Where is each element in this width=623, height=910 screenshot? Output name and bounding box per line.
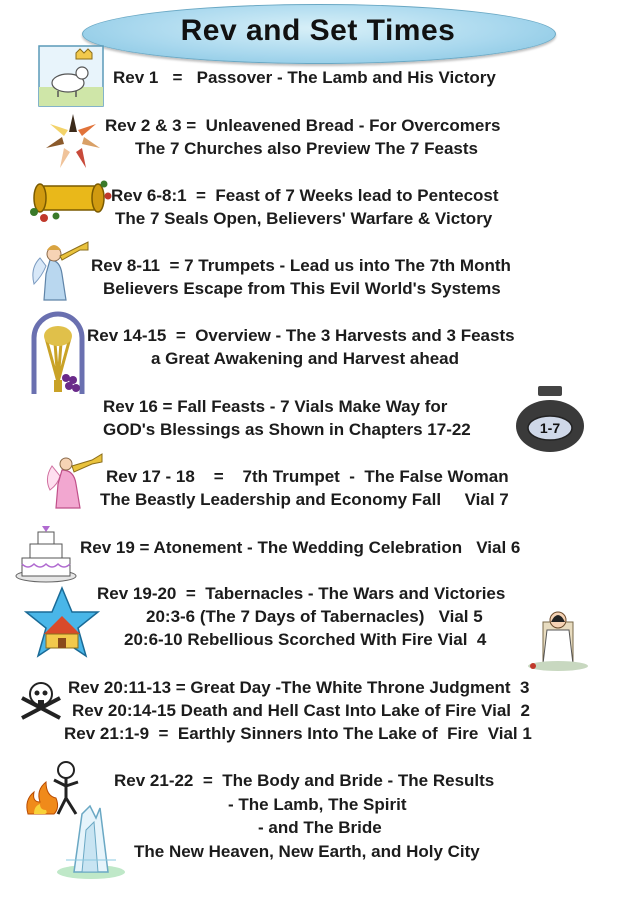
section-11-line-3: - and The Bride: [258, 818, 382, 837]
vial-icon: [512, 384, 588, 454]
section-5-line-2: a Great Awakening and Harvest ahead: [151, 349, 460, 368]
section-9-line-1: Rev 19-20 = Tabernacles - The Wars and Victories: [97, 584, 506, 603]
section-2-line-1: Rev 2 & 3 = Unleavened Bread - For Overcomers: [105, 116, 501, 135]
skull-crossbones-icon: [18, 680, 64, 722]
section-9-line-3: 20:6-10 Rebellious Scorched With Fire Vial 4: [124, 630, 487, 649]
hands-circle-icon: [38, 110, 108, 172]
section-6-line-1: Rev 16 = Fall Feasts - 7 Vials Make Way for: [103, 397, 448, 416]
section-4-line-2: Believers Escape from This Evil World's Systems: [103, 279, 501, 298]
section-7-line-1: Rev 17 - 18 = 7th Trumpet - The False Woman: [106, 467, 509, 486]
section-7-line-2: The Beastly Leadership and Economy Fall Vial 7: [100, 490, 509, 509]
angel-trumpet-icon: [44, 452, 106, 510]
section-6-line-2: GOD's Blessings as Shown in Chapters 17-22: [103, 420, 471, 439]
section-3-line-2: The 7 Seals Open, Believers' Warfare & Victory: [115, 209, 493, 228]
section-10-line-1: Rev 20:11-13 = Great Day -The White Throne Judgment 3: [68, 678, 530, 697]
section-3-line-1: Rev 6-8:1 = Feast of 7 Weeks lead to Pentecost: [111, 186, 499, 205]
section-2-line-2: The 7 Churches also Preview The 7 Feasts: [135, 139, 478, 158]
section-8-line-1: Rev 19 = Atonement - The Wedding Celebration Vial 6: [80, 538, 521, 557]
section-11-line-2: - The Lamb, The Spirit: [228, 795, 407, 814]
enthroned-figure-icon: [525, 608, 591, 672]
section-1-line-1: Rev 1 = Passover - The Lamb and His Victory: [113, 68, 496, 87]
vial-badge: 1-7: [539, 420, 561, 436]
section-10-line-2: Rev 20:14-15 Death and Hell Cast Into Lake of Fire Vial 2: [72, 701, 530, 720]
section-4-line-1: Rev 8-11 = 7 Trumpets - Lead us into The 7th Month: [91, 256, 511, 275]
section-5-line-1: Rev 14-15 = Overview - The 3 Harvests and 3 Feasts: [87, 326, 515, 345]
section-10-line-3: Rev 21:1-9 = Earthly Sinners Into The Lake of Fire Vial 1: [64, 724, 532, 743]
harvest-sheaf-icon: [28, 308, 88, 394]
holy-city-icon: [56, 800, 126, 880]
section-11-line-4: The New Heaven, New Earth, and Holy City: [134, 842, 480, 861]
lamb-icon: [38, 45, 104, 107]
tabernacle-star-icon: [22, 586, 102, 666]
trumpet-angel-icon: [30, 238, 92, 304]
wedding-cake-icon: [14, 524, 78, 584]
section-11-line-1: Rev 21-22 = The Body and Bride - The Results: [114, 771, 495, 790]
scroll-seals-icon: [30, 176, 112, 224]
section-9-line-2: 20:3-6 (The 7 Days of Tabernacles) Vial 5: [146, 607, 483, 626]
page-title: Rev and Set Times: [180, 14, 456, 47]
